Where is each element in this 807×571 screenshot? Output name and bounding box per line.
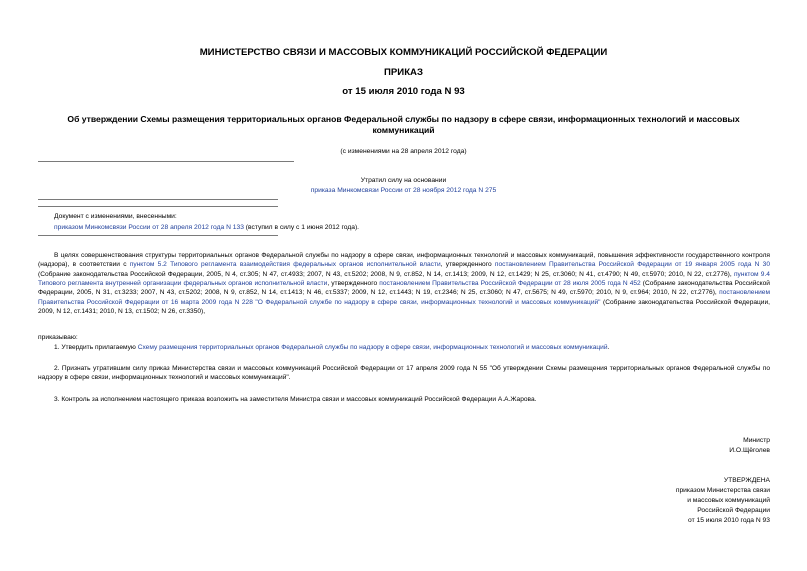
title-line-1: Об утверждении Схемы размещения территориальных органов Федеральной службы по надзору в сфере связи, информационных технологий и массовых (67, 114, 740, 124)
preamble-text: В целях совершенствования структуры территориальных органов Федеральной службы по надзору в сфере связи, информационных технологий и массовых коммуникаций, повышения эффективности государственного контроля (надзора), в соответствии с (38, 252, 770, 269)
item-1 (38, 343, 770, 352)
approved-line-3: Российской Федерации (697, 507, 770, 514)
preamble-link-decree-228[interactable]: постановлением Правительства Российской Федерации от 16 марта 2009 года N 228 "О Федеральной службе по надзору в сфере связи, информационных технологий и массовых коммуникаций" (38, 289, 770, 306)
amended-note: (с изменениями на 28 апреля 2012 года) (340, 148, 467, 155)
separator-line (38, 161, 294, 162)
approved-title: УТВЕРЖДЕНА (723, 477, 770, 484)
changes-intro: Документ с изменениями, внесенными: (54, 213, 177, 220)
approved-line-2: и массовых коммуникаций (687, 497, 770, 504)
approved-line-1: приказом Министерства связи (675, 487, 770, 494)
preamble-link-decree-30[interactable]: постановлением Правительства Российской Федерации от 19 января 2005 года N 30 (494, 261, 771, 269)
preamble-link-decree-452[interactable]: постановлением Правительства Российской Федерации от 28 июля 2005 года N 452 (379, 280, 641, 288)
signature-position: Министр (743, 437, 770, 444)
separator-line (38, 199, 278, 200)
signature-name: И.О.Щёголев (729, 447, 770, 454)
item-1-end: . (607, 344, 610, 351)
changes-link[interactable]: приказом Минкомсвязи России от 28 апреля 2012 года N 133 (54, 224, 244, 231)
approved-line-4: от 15 июля 2010 года N 93 (688, 517, 770, 524)
ministry-heading: МИНИСТЕРСТВО СВЯЗИ И МАССОВЫХ КОММУНИКАЦИЙ РОССИЙСКОЙ ФЕДЕРАЦИИ (199, 47, 608, 58)
separator-line (38, 206, 278, 207)
order-date: от 15 июля 2010 года N 93 (342, 86, 465, 97)
order-heading: ПРИКАЗ (384, 67, 423, 78)
preamble-text: , утвержденного (440, 261, 495, 269)
preamble-text: , утвержденного (327, 280, 380, 288)
changes-suffix: (вступил в силу с 1 июня 2012 года). (243, 224, 360, 231)
item-3: 3. Контроль за исполнением настоящего приказа возложить на заместителя Министра связи и массовых коммуникаций Российской Федерации А.А.Жарова. (54, 396, 537, 403)
preamble-paragraph (38, 251, 770, 316)
lost-force-text: Утратил силу на основании (360, 177, 447, 184)
orders-word: приказываю: (38, 334, 78, 341)
preamble-link-reglament-9-4[interactable]: пунктом 9.4 Типового регламента внутренней организации федеральных органов исполнительной власти (38, 270, 770, 288)
item-2: 2. Признать утратившим силу приказ Министерства связи и массовых коммуникаций Российской Федерации от 17 апреля 2009 года N 55 "Об утверждении Схемы размещения территориальных органов Федеральной службы по надзору в сфере связи, информационных технологий и массовых коммуникаций". (38, 365, 770, 382)
preamble-link-reglament-5-2[interactable]: пунктом 5.2 Типового регламента взаимодействия федеральных органов исполнительной власти (129, 261, 441, 269)
scheme-link[interactable]: Схему размещения территориальных органов Федеральной службы по надзору в сфере связи, информационных технологий и массовых коммуникаций (137, 344, 608, 351)
preamble-text: (Собрание законодательства Российской Федерации, 2005, N 31, ст.3233; 2007, N 43, ст.5202; 2008, N 9, ст.852, N 14, ст.1413; N 46, ст.5337; 2009, N 12, ст.1443; N 19, ст.2346; N 25, ст.3060; N 47, ст.5675; N 49, ст.5970; 2010, N 9, ст.964; 2010, N 22, ст.2776), (38, 280, 770, 297)
preamble-text: (Собрание законодательства Российской Федерации, 2009, N 12, ст.1431; 2010, N 13, ст.1502; N 26, ст.3350), (38, 298, 770, 316)
separator-line (38, 235, 278, 236)
lost-force-block (0, 186, 807, 195)
preamble-text: (Собрание законодательства Российской Федерации, 2005, N 4, ст.305; N 47, ст.4933; 2007, N 43, ст.5202; 2008, N 9, ст.852, N 14, ст.1413; 2009, N 12, ст.1429; N 25, ст.3060; N 41, ст.4790; N 49, ст.5970; 2010, N 22, ст.2776), (38, 270, 734, 278)
title-line-2: коммуникаций (372, 125, 435, 135)
document-title (20, 114, 787, 136)
lost-force-link[interactable]: приказа Минкомсвязи России от 28 ноября 2012 года N 275 (310, 187, 497, 194)
item-1-text: 1. Утвердить прилагаемую (54, 344, 138, 351)
changes-block (54, 223, 774, 232)
